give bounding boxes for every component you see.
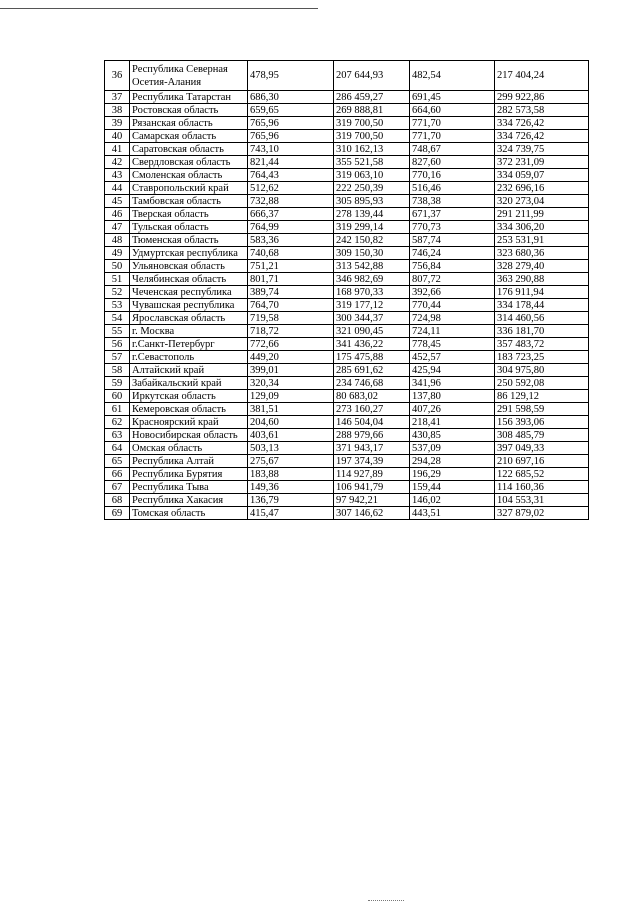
value-3-cell: 770,73	[410, 221, 495, 234]
value-3-cell: 771,70	[410, 117, 495, 130]
table-row	[105, 234, 589, 247]
value-3-cell: 137,80	[410, 390, 495, 403]
value-2-cell: 309 150,30	[334, 247, 410, 260]
value-4-cell: 86 129,12	[495, 390, 589, 403]
table-row	[105, 143, 589, 156]
table-row	[105, 117, 589, 130]
row-number-cell: 60	[105, 390, 130, 403]
value-3-cell: 770,16	[410, 169, 495, 182]
value-1-cell: 399,01	[248, 364, 334, 377]
value-3-cell: 443,51	[410, 507, 495, 520]
value-3-cell: 770,44	[410, 299, 495, 312]
row-number-cell: 39	[105, 117, 130, 130]
value-1-cell: 719,58	[248, 312, 334, 325]
value-2-cell: 321 090,45	[334, 325, 410, 338]
region-name-cell: Республика Бурятия	[130, 468, 248, 481]
value-2-cell: 346 982,69	[334, 273, 410, 286]
table-row	[105, 325, 589, 338]
value-3-cell: 587,74	[410, 234, 495, 247]
region-name-cell: Тюменская область	[130, 234, 248, 247]
value-2-cell: 273 160,27	[334, 403, 410, 416]
value-3-cell: 724,11	[410, 325, 495, 338]
value-3-cell: 671,37	[410, 208, 495, 221]
value-2-cell: 319 177,12	[334, 299, 410, 312]
value-1-cell: 764,70	[248, 299, 334, 312]
value-4-cell: 320 273,04	[495, 195, 589, 208]
row-number-cell: 65	[105, 455, 130, 468]
top-rule-line	[0, 8, 318, 9]
value-4-cell: 122 685,52	[495, 468, 589, 481]
region-name-cell: Чеченская республика	[130, 286, 248, 299]
row-number-cell: 63	[105, 429, 130, 442]
region-name-cell: Свердловская область	[130, 156, 248, 169]
value-2-cell: 146 504,04	[334, 416, 410, 429]
value-3-cell: 196,29	[410, 468, 495, 481]
row-number-cell: 55	[105, 325, 130, 338]
value-1-cell: 320,34	[248, 377, 334, 390]
value-1-cell: 415,47	[248, 507, 334, 520]
value-1-cell: 686,30	[248, 91, 334, 104]
table-row	[105, 182, 589, 195]
row-number-cell: 61	[105, 403, 130, 416]
value-1-cell: 449,20	[248, 351, 334, 364]
row-number-cell: 59	[105, 377, 130, 390]
value-3-cell: 827,60	[410, 156, 495, 169]
value-2-cell: 222 250,39	[334, 182, 410, 195]
region-name-cell: Томская область	[130, 507, 248, 520]
value-1-cell: 389,74	[248, 286, 334, 299]
value-3-cell: 748,67	[410, 143, 495, 156]
value-1-cell: 764,43	[248, 169, 334, 182]
row-number-cell: 46	[105, 208, 130, 221]
value-2-cell: 319 063,10	[334, 169, 410, 182]
table-row	[105, 221, 589, 234]
value-1-cell: 381,51	[248, 403, 334, 416]
table-row	[105, 429, 589, 442]
value-4-cell: 304 975,80	[495, 364, 589, 377]
table-row	[105, 156, 589, 169]
value-1-cell: 503,13	[248, 442, 334, 455]
table-row	[105, 338, 589, 351]
value-4-cell: 114 160,36	[495, 481, 589, 494]
value-2-cell: 313 542,88	[334, 260, 410, 273]
value-3-cell: 425,94	[410, 364, 495, 377]
value-4-cell: 334 306,20	[495, 221, 589, 234]
region-name-cell: Ростовская область	[130, 104, 248, 117]
value-1-cell: 765,96	[248, 130, 334, 143]
value-2-cell: 310 162,13	[334, 143, 410, 156]
value-1-cell: 403,61	[248, 429, 334, 442]
value-1-cell: 772,66	[248, 338, 334, 351]
region-name-cell: Республика Хакасия	[130, 494, 248, 507]
table-row	[105, 403, 589, 416]
value-2-cell: 288 979,66	[334, 429, 410, 442]
value-3-cell: 392,66	[410, 286, 495, 299]
table-row	[105, 364, 589, 377]
value-4-cell: 363 290,88	[495, 273, 589, 286]
table-row	[105, 208, 589, 221]
value-3-cell: 691,45	[410, 91, 495, 104]
value-2-cell: 319 299,14	[334, 221, 410, 234]
region-name-cell: Новосибирская область	[130, 429, 248, 442]
value-1-cell: 666,37	[248, 208, 334, 221]
value-3-cell: 778,45	[410, 338, 495, 351]
value-4-cell: 176 911,94	[495, 286, 589, 299]
value-2-cell: 168 970,33	[334, 286, 410, 299]
region-name-cell: Кемеровская область	[130, 403, 248, 416]
value-4-cell: 253 531,91	[495, 234, 589, 247]
row-number-cell: 58	[105, 364, 130, 377]
table-row	[105, 273, 589, 286]
region-name-cell: Алтайский край	[130, 364, 248, 377]
value-4-cell: 334 178,44	[495, 299, 589, 312]
region-name-cell: Омская область	[130, 442, 248, 455]
value-4-cell: 314 460,56	[495, 312, 589, 325]
value-1-cell: 821,44	[248, 156, 334, 169]
regions-table	[104, 60, 589, 520]
value-4-cell: 357 483,72	[495, 338, 589, 351]
table-row	[105, 299, 589, 312]
value-4-cell: 308 485,79	[495, 429, 589, 442]
row-number-cell: 51	[105, 273, 130, 286]
value-3-cell: 516,46	[410, 182, 495, 195]
table-row	[105, 91, 589, 104]
value-1-cell: 740,68	[248, 247, 334, 260]
value-3-cell: 294,28	[410, 455, 495, 468]
value-4-cell: 336 181,70	[495, 325, 589, 338]
value-4-cell: 217 404,24	[495, 61, 589, 91]
region-name-cell: Ульяновская область	[130, 260, 248, 273]
row-number-cell: 53	[105, 299, 130, 312]
value-1-cell: 136,79	[248, 494, 334, 507]
value-4-cell: 291 598,59	[495, 403, 589, 416]
region-name-cell: Чувашская республика	[130, 299, 248, 312]
table-row	[105, 286, 589, 299]
table-row	[105, 494, 589, 507]
table-row	[105, 481, 589, 494]
row-number-cell: 41	[105, 143, 130, 156]
region-name-cell: Челябинская область	[130, 273, 248, 286]
value-2-cell: 207 644,93	[334, 61, 410, 91]
value-2-cell: 278 139,44	[334, 208, 410, 221]
value-2-cell: 319 700,50	[334, 130, 410, 143]
row-number-cell: 62	[105, 416, 130, 429]
value-1-cell: 764,99	[248, 221, 334, 234]
value-4-cell: 327 879,02	[495, 507, 589, 520]
value-3-cell: 756,84	[410, 260, 495, 273]
value-2-cell: 97 942,21	[334, 494, 410, 507]
table-row	[105, 507, 589, 520]
value-3-cell: 537,09	[410, 442, 495, 455]
row-number-cell: 49	[105, 247, 130, 260]
value-2-cell: 234 746,68	[334, 377, 410, 390]
region-name-cell: Тульская область	[130, 221, 248, 234]
value-1-cell: 583,36	[248, 234, 334, 247]
value-2-cell: 319 700,50	[334, 117, 410, 130]
value-3-cell: 430,85	[410, 429, 495, 442]
region-name-cell: Иркутская область	[130, 390, 248, 403]
value-3-cell: 771,70	[410, 130, 495, 143]
region-name-cell: Рязанская область	[130, 117, 248, 130]
region-name-cell: Удмуртская республика	[130, 247, 248, 260]
value-3-cell: 724,98	[410, 312, 495, 325]
region-name-cell: г.Санкт-Петербург	[130, 338, 248, 351]
value-3-cell: 452,57	[410, 351, 495, 364]
value-1-cell: 149,36	[248, 481, 334, 494]
region-name-cell: Республика Тыва	[130, 481, 248, 494]
value-3-cell: 146,02	[410, 494, 495, 507]
value-2-cell: 371 943,17	[334, 442, 410, 455]
value-3-cell: 341,96	[410, 377, 495, 390]
table-row	[105, 130, 589, 143]
row-number-cell: 44	[105, 182, 130, 195]
value-4-cell: 210 697,16	[495, 455, 589, 468]
value-4-cell: 299 922,86	[495, 91, 589, 104]
table-row	[105, 312, 589, 325]
row-number-cell: 43	[105, 169, 130, 182]
row-number-cell: 66	[105, 468, 130, 481]
value-1-cell: 204,60	[248, 416, 334, 429]
region-name-cell: Смоленская область	[130, 169, 248, 182]
table-row	[105, 195, 589, 208]
value-2-cell: 341 436,22	[334, 338, 410, 351]
value-1-cell: 718,72	[248, 325, 334, 338]
value-4-cell: 397 049,33	[495, 442, 589, 455]
row-number-cell: 42	[105, 156, 130, 169]
table-row	[105, 442, 589, 455]
row-number-cell: 50	[105, 260, 130, 273]
value-1-cell: 743,10	[248, 143, 334, 156]
value-2-cell: 300 344,37	[334, 312, 410, 325]
region-name-cell: Красноярский край	[130, 416, 248, 429]
row-number-cell: 56	[105, 338, 130, 351]
value-3-cell: 664,60	[410, 104, 495, 117]
row-number-cell: 64	[105, 442, 130, 455]
value-3-cell: 746,24	[410, 247, 495, 260]
table-row	[105, 468, 589, 481]
value-4-cell: 323 680,36	[495, 247, 589, 260]
row-number-cell: 48	[105, 234, 130, 247]
row-number-cell: 37	[105, 91, 130, 104]
region-name-cell: Республика Северная Осетия-Алания	[130, 61, 248, 91]
table-row	[105, 247, 589, 260]
row-number-cell: 38	[105, 104, 130, 117]
value-4-cell: 328 279,40	[495, 260, 589, 273]
value-3-cell: 218,41	[410, 416, 495, 429]
value-4-cell: 282 573,58	[495, 104, 589, 117]
region-name-cell: Саратовская область	[130, 143, 248, 156]
value-1-cell: 659,65	[248, 104, 334, 117]
value-1-cell: 183,88	[248, 468, 334, 481]
value-4-cell: 232 696,16	[495, 182, 589, 195]
value-2-cell: 307 146,62	[334, 507, 410, 520]
region-name-cell: Ставропольский край	[130, 182, 248, 195]
table-row	[105, 61, 589, 91]
region-name-cell: Забайкальский край	[130, 377, 248, 390]
region-name-cell: Республика Татарстан	[130, 91, 248, 104]
page-footer-mark	[368, 900, 404, 901]
value-3-cell: 482,54	[410, 61, 495, 91]
value-2-cell: 197 374,39	[334, 455, 410, 468]
region-name-cell: Тамбовская область	[130, 195, 248, 208]
value-1-cell: 512,62	[248, 182, 334, 195]
value-2-cell: 242 150,82	[334, 234, 410, 247]
value-2-cell: 305 895,93	[334, 195, 410, 208]
value-4-cell: 291 211,99	[495, 208, 589, 221]
row-number-cell: 40	[105, 130, 130, 143]
table-row	[105, 455, 589, 468]
row-number-cell: 57	[105, 351, 130, 364]
value-1-cell: 129,09	[248, 390, 334, 403]
regions-table-body	[105, 61, 589, 520]
value-1-cell: 751,21	[248, 260, 334, 273]
region-name-cell: г. Москва	[130, 325, 248, 338]
value-4-cell: 372 231,09	[495, 156, 589, 169]
value-4-cell: 324 739,75	[495, 143, 589, 156]
region-name-cell: Республика Алтай	[130, 455, 248, 468]
value-2-cell: 269 888,81	[334, 104, 410, 117]
value-1-cell: 732,88	[248, 195, 334, 208]
value-2-cell: 114 927,89	[334, 468, 410, 481]
value-4-cell: 334 059,07	[495, 169, 589, 182]
value-3-cell: 738,38	[410, 195, 495, 208]
row-number-cell: 54	[105, 312, 130, 325]
value-4-cell: 156 393,06	[495, 416, 589, 429]
table-row	[105, 104, 589, 117]
value-1-cell: 801,71	[248, 273, 334, 286]
value-3-cell: 407,26	[410, 403, 495, 416]
value-2-cell: 355 521,58	[334, 156, 410, 169]
region-name-cell: Тверская область	[130, 208, 248, 221]
table-row	[105, 169, 589, 182]
value-1-cell: 765,96	[248, 117, 334, 130]
value-3-cell: 159,44	[410, 481, 495, 494]
region-name-cell: Ярославская область	[130, 312, 248, 325]
value-4-cell: 104 553,31	[495, 494, 589, 507]
region-name-cell: Самарская область	[130, 130, 248, 143]
row-number-cell: 45	[105, 195, 130, 208]
value-4-cell: 250 592,08	[495, 377, 589, 390]
value-1-cell: 275,67	[248, 455, 334, 468]
value-2-cell: 285 691,62	[334, 364, 410, 377]
value-1-cell: 478,95	[248, 61, 334, 91]
table-row	[105, 377, 589, 390]
row-number-cell: 68	[105, 494, 130, 507]
value-4-cell: 183 723,25	[495, 351, 589, 364]
region-name-cell: г.Севастополь	[130, 351, 248, 364]
table-row	[105, 351, 589, 364]
value-2-cell: 286 459,27	[334, 91, 410, 104]
row-number-cell: 67	[105, 481, 130, 494]
row-number-cell: 69	[105, 507, 130, 520]
value-4-cell: 334 726,42	[495, 117, 589, 130]
value-2-cell: 80 683,02	[334, 390, 410, 403]
row-number-cell: 36	[105, 61, 130, 91]
value-4-cell: 334 726,42	[495, 130, 589, 143]
row-number-cell: 52	[105, 286, 130, 299]
table-row	[105, 390, 589, 403]
table-row	[105, 260, 589, 273]
value-2-cell: 106 941,79	[334, 481, 410, 494]
value-3-cell: 807,72	[410, 273, 495, 286]
table-row	[105, 416, 589, 429]
value-2-cell: 175 475,88	[334, 351, 410, 364]
row-number-cell: 47	[105, 221, 130, 234]
